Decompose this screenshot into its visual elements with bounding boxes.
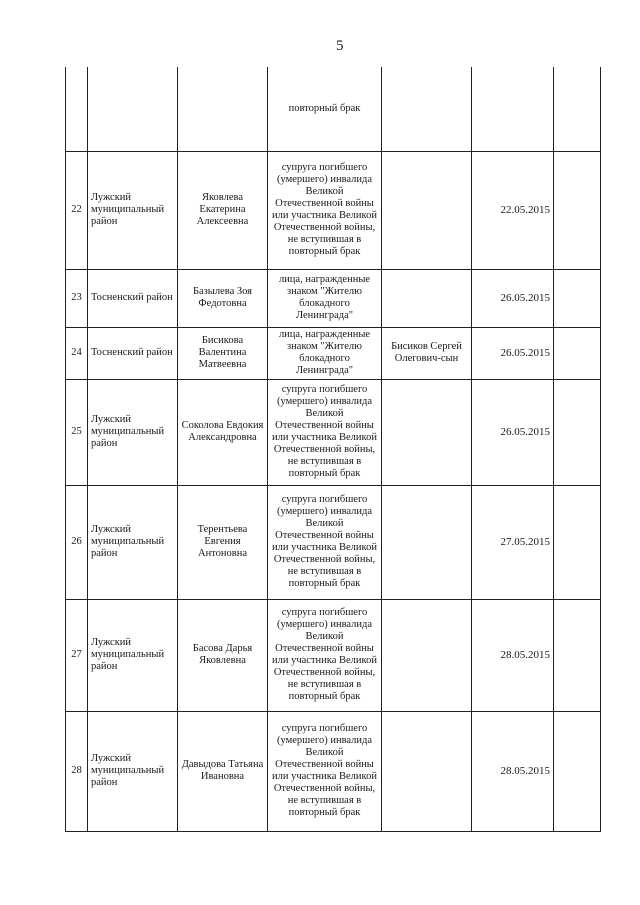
date-cell: 22.05.2015 [472,151,554,269]
row-number-cell: 28 [66,711,88,831]
category-cell: супруга погибшего (умершего) инвалида Великой Отечественной войны или участника Великой Отечественной войны, не вступившая в повторный брак [268,711,382,831]
date-cell: 27.05.2015 [472,485,554,599]
family-member-cell [382,269,472,327]
category-cell: супруга погибшего (умершего) инвалида Великой Отечественной войны или участника Великой Отечественной войны, не вступившая в повторный брак [268,485,382,599]
row-number-cell: 25 [66,379,88,485]
district-cell: Тосненский район [88,269,178,327]
name-cell: Бисикова Валентина Матвеевна [178,327,268,379]
family-member-cell [382,67,472,151]
row-number-cell: 23 [66,269,88,327]
row-number-cell [66,67,88,151]
name-cell: Соколова Евдокия Александровна [178,379,268,485]
name-cell: Терентьева Евгения Антоновна [178,485,268,599]
name-cell: Басова Дарья Яковлевна [178,599,268,711]
name-cell: Давыдова Татьяна Ивановна [178,711,268,831]
table-row [66,485,601,599]
table-row [66,327,601,379]
table-row [66,269,601,327]
name-cell: Яковлева Екатерина Алексеевна [178,151,268,269]
empty-cell [554,269,601,327]
district-cell: Лужский муниципальный район [88,379,178,485]
category-cell: супруга погибшего (умершего) инвалида Великой Отечественной войны или участника Великой Отечественной войны, не вступившая в повторный брак [268,379,382,485]
date-cell: 28.05.2015 [472,711,554,831]
row-number-cell: 22 [66,151,88,269]
empty-cell [554,599,601,711]
row-number-cell: 24 [66,327,88,379]
category-cell: повторный брак [268,67,382,151]
district-cell: Лужский муниципальный район [88,599,178,711]
district-cell [88,67,178,151]
date-cell: 26.05.2015 [472,327,554,379]
date-cell: 26.05.2015 [472,379,554,485]
family-member-cell [382,485,472,599]
empty-cell [554,379,601,485]
date-cell [472,67,554,151]
name-cell [178,67,268,151]
category-cell: лица, награжденные знаком "Жителю блокадного Ленинграда" [268,269,382,327]
family-member-cell: Бисиков Сергей Олегович-сын [382,327,472,379]
name-cell: Базылева Зоя Федотовна [178,269,268,327]
table-row [66,711,601,831]
empty-cell [554,151,601,269]
category-cell: супруга погибшего (умершего) инвалида Великой Отечественной войны или участника Великой Отечественной войны, не вступившая в повторный брак [268,151,382,269]
date-cell: 28.05.2015 [472,599,554,711]
records-table [65,67,601,832]
family-member-cell [382,711,472,831]
table-row [66,67,601,151]
date-cell: 26.05.2015 [472,269,554,327]
district-cell: Лужский муниципальный район [88,711,178,831]
family-member-cell [382,151,472,269]
page-number: 5 [336,38,344,54]
district-cell: Лужский муниципальный район [88,151,178,269]
category-cell: лица, награжденные знаком "Жителю блокадного Ленинграда" [268,327,382,379]
table-row [66,599,601,711]
district-cell: Тосненский район [88,327,178,379]
empty-cell [554,327,601,379]
empty-cell [554,485,601,599]
family-member-cell [382,599,472,711]
category-cell: супруга погибшего (умершего) инвалида Великой Отечественной войны или участника Великой Отечественной войны, не вступившая в повторный брак [268,599,382,711]
empty-cell [554,67,601,151]
district-cell: Лужский муниципальный район [88,485,178,599]
row-number-cell: 27 [66,599,88,711]
empty-cell [554,711,601,831]
table-row [66,151,601,269]
family-member-cell [382,379,472,485]
row-number-cell: 26 [66,485,88,599]
table-row [66,379,601,485]
